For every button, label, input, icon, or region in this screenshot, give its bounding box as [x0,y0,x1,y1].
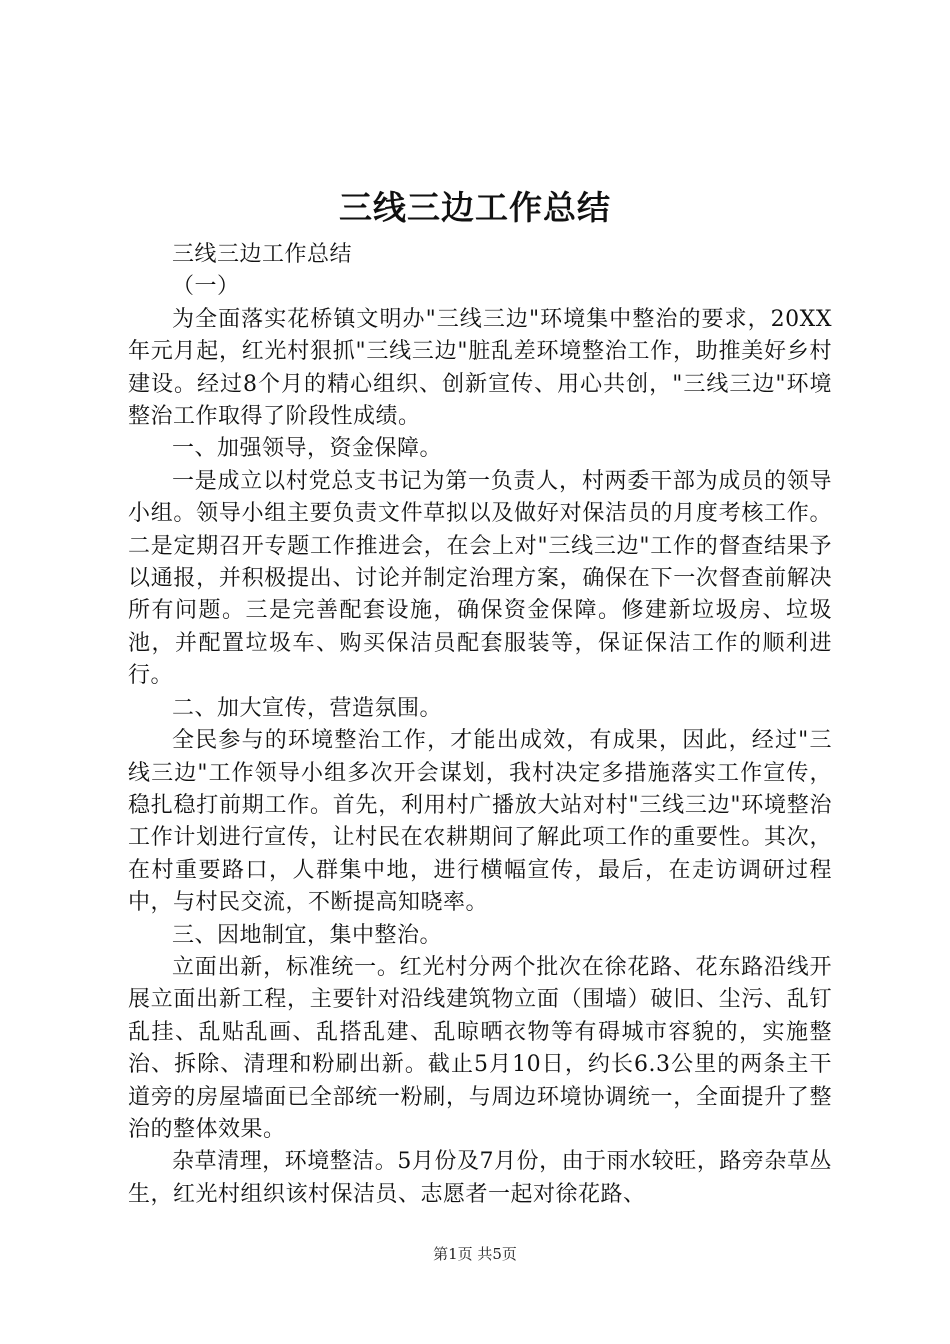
paragraph: 立面出新，标准统一。红光村分两个批次在徐花路、花东路沿线开展立面出新工程，主要针对沿线建筑物立面（围墙）破旧、尘污、乱钉乱挂、乱贴乱画、乱搭乱建、乱晾晒衣物等有碍城市容貌的，实施整治、拆除、清理和粉刷出新。截止5月10日，约长6.3公里的两条主干道旁的房屋墙面已全部统一粉刷，与周边环境协调统一，全面提升了整治的整体效果。 [128,954,832,1142]
paragraph: 为全面落实花桥镇文明办"三线三边"环境集中整治的要求，20XX年元月起，红光村狠抓"三线三边"脏乱差环境整治工作，助推美好乡村建设。经过8个月的精心组织、创新宣传、用心共创，"三线三边"环境整治工作取得了阶段性成绩。 [128,306,832,430]
paragraph: 三线三边工作总结 [172,242,353,267]
document-body [128,239,832,1211]
paragraph: （一） [172,274,240,300]
section-heading: 三、因地制宜，集中整治。 [172,922,443,948]
page-number-footer: 第1页 共5页 [433,1245,517,1263]
document-title: 三线三边工作总结 [339,188,611,227]
paragraph: 一是成立以村党总支书记为第一负责人，村两委干部为成员的领导小组。领导小组主要负责文件草拟以及做好对保洁员的月度考核工作。二是定期召开专题工作推进会，在会上对"三线三边"工作的督查结果予以通报，并积极提出、讨论并制定治理方案，确保在下一次督查前解决所有问题。三是完善配套设施，确保资金保障。修建新垃圾房、垃圾池，并配置垃圾车、购买保洁员配套服装等，保证保洁工作的顺利进行。 [128,468,832,689]
paragraph: 全民参与的环境整治工作，才能出成效，有成果，因此，经过"三线三边"工作领导小组多次开会谋划，我村决定多措施落实工作宣传，稳扎稳打前期工作。首先，利用村广播放大站对村"三线三边"环境整治工作计划进行宣传，让村民在农耕期间了解此项工作的重要性。其次，在村重要路口，人群集中地，进行横幅宣传，最后，在走访调研过程中，与村民交流，不断提高知晓率。 [128,728,832,916]
section-heading: 二、加大宣传，营造氛围。 [172,695,443,721]
section-heading: 一、加强领导，资金保障。 [172,436,443,462]
paragraph: 杂草清理，环境整洁。5月份及7月份，由于雨水较旺，路旁杂草丛生，红光村组织该村保洁员、志愿者一起对徐花路、 [128,1149,832,1207]
